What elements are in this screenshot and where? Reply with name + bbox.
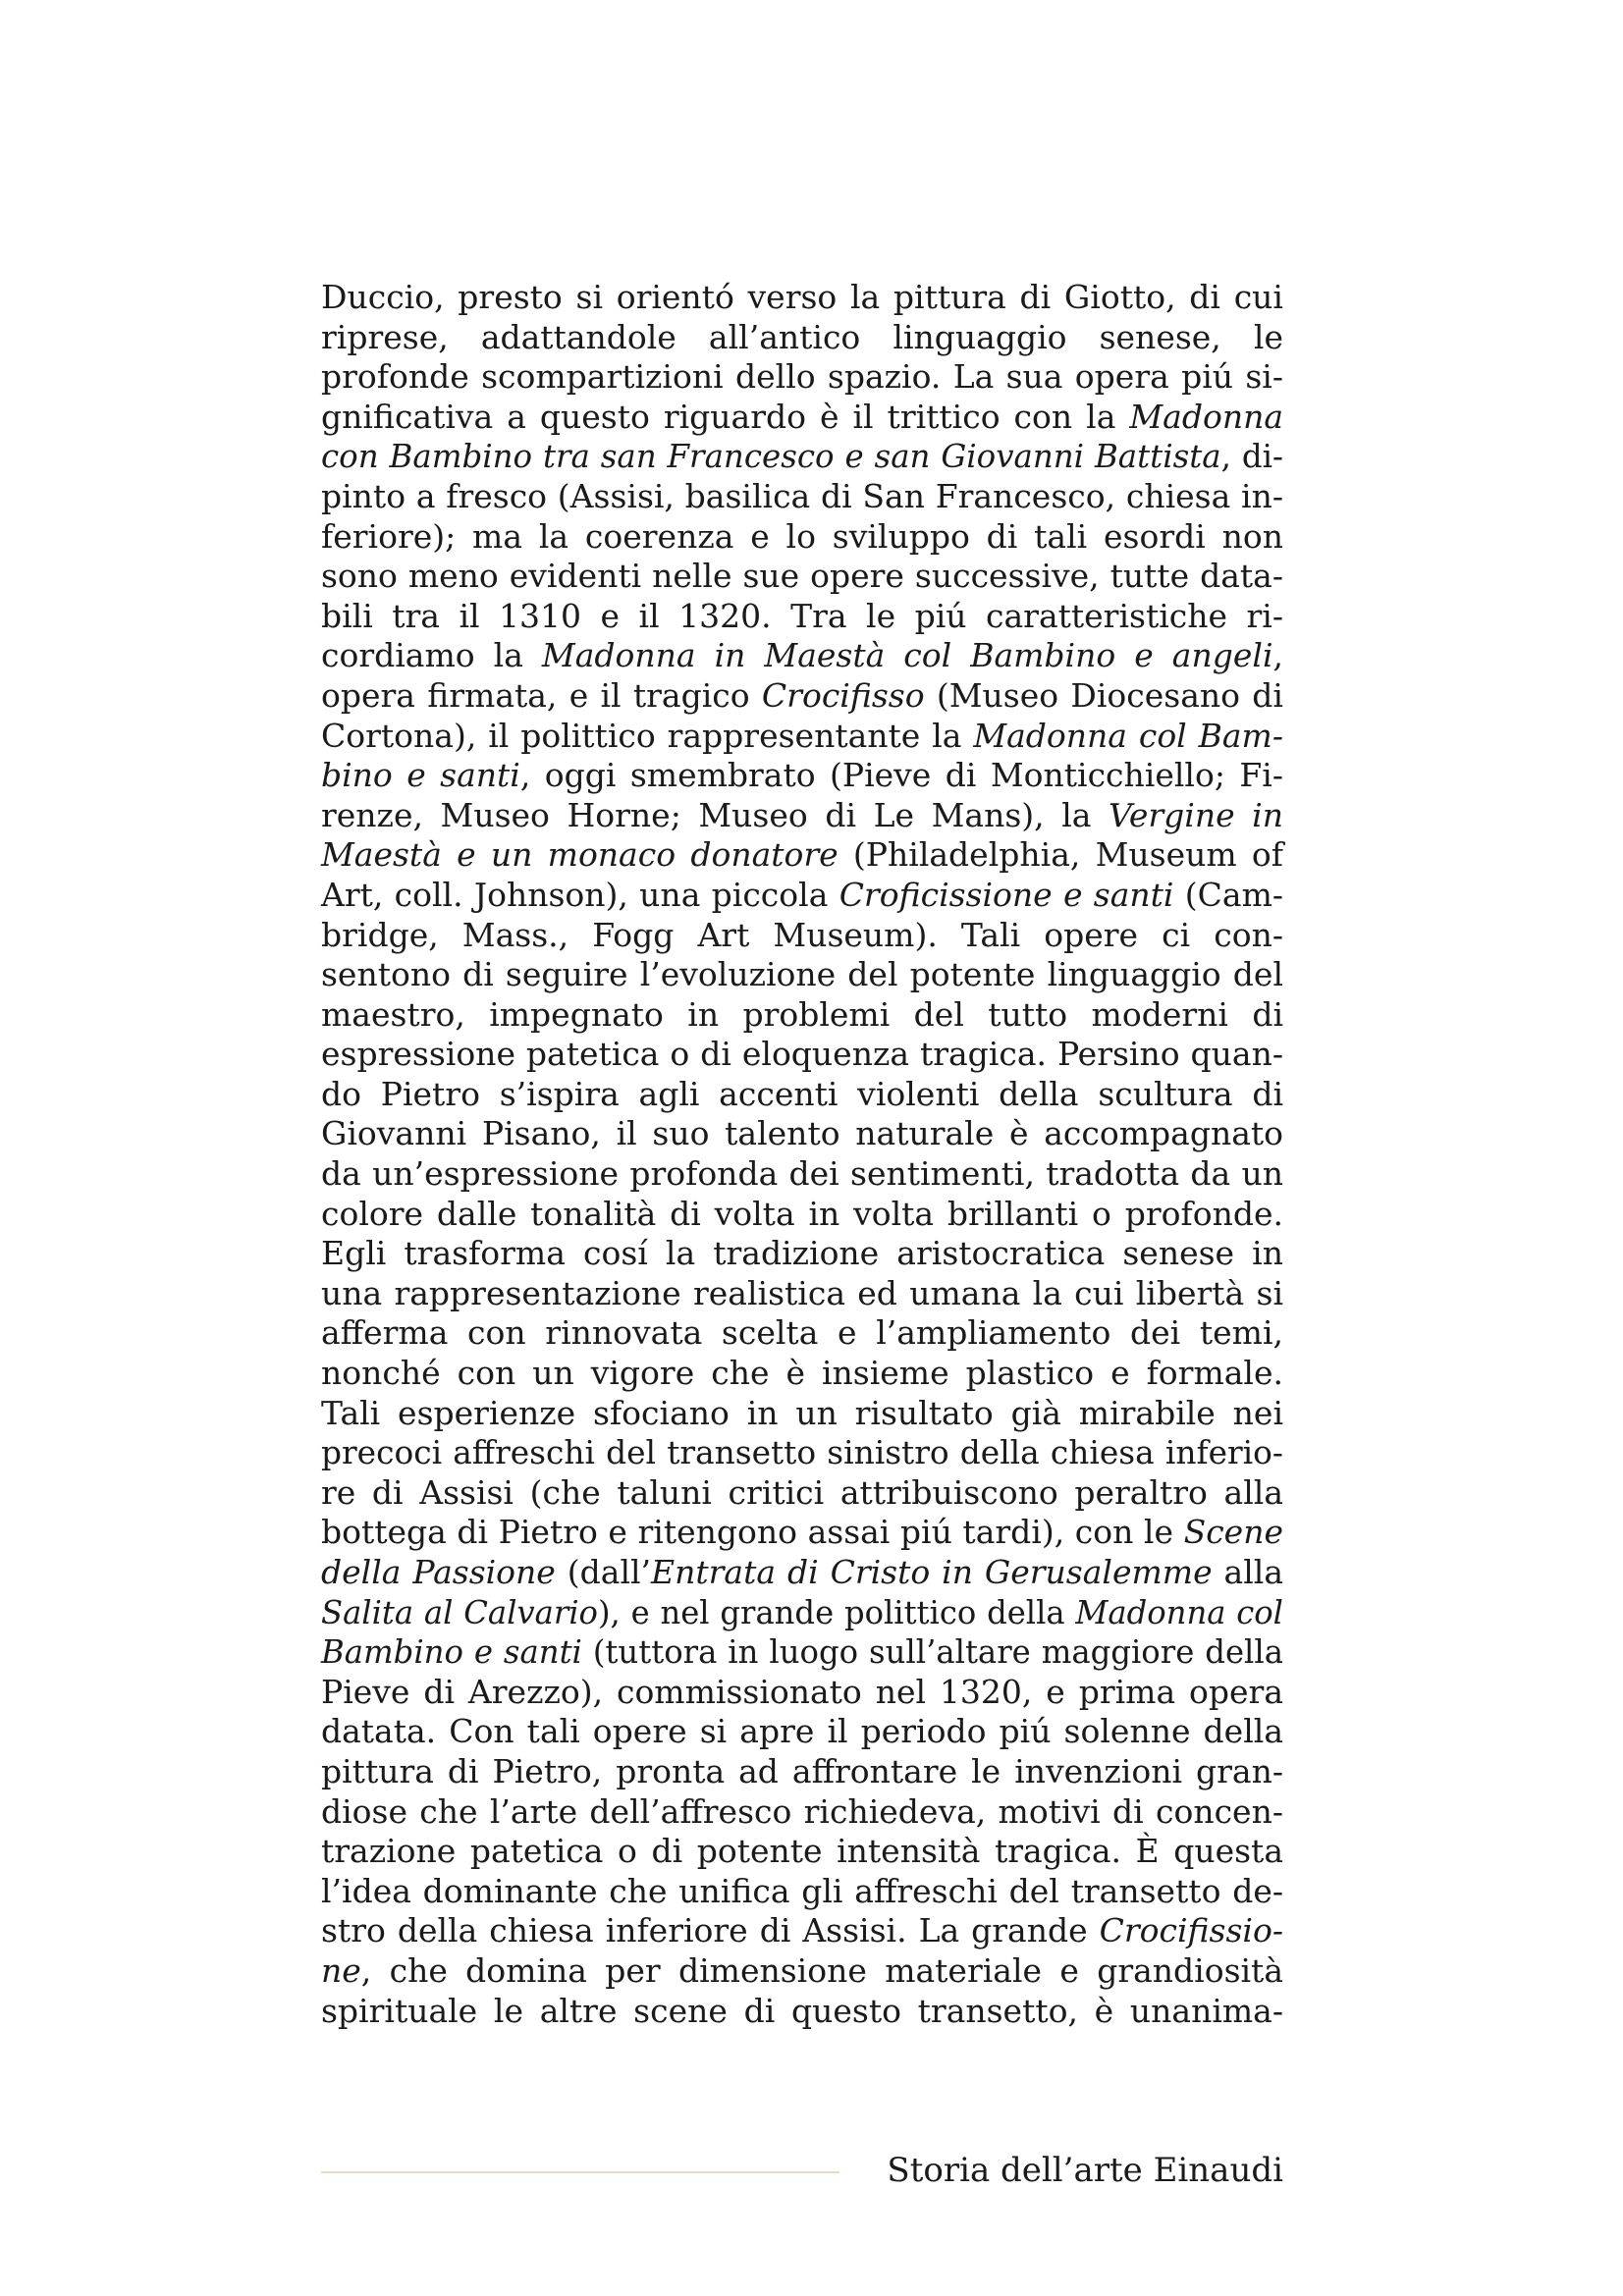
text-run: (Cam-	[1173, 875, 1284, 914]
text-run: ,	[1272, 636, 1283, 675]
text-run: alla	[1212, 1553, 1283, 1591]
italic-title-text: Crocifissio-	[1099, 1911, 1283, 1950]
text-line	[321, 1951, 1283, 1992]
text-line	[321, 1792, 1283, 1833]
text-run: bili tra il 1310 e il 1320. Tra le piú caratteristiche ri-	[321, 596, 1283, 635]
text-run: precoci affreschi del transetto sinistro della chiesa inferio-	[321, 1434, 1283, 1472]
text-line	[321, 1752, 1283, 1792]
text-line	[321, 278, 1283, 318]
footer	[321, 2146, 1283, 2195]
text-run: (dall’	[555, 1553, 652, 1591]
text-run: Pieve di Arezzo), commissionato nel 1320, e prima opera	[321, 1672, 1283, 1711]
text-run: opera firmata, e il tragico	[321, 675, 762, 715]
text-run: ), e nel grande polittico della	[597, 1593, 1076, 1631]
text-line	[321, 1313, 1283, 1354]
text-run: trazione patetica o di potente intensità tragica. È questa	[321, 1832, 1283, 1871]
text-line	[321, 835, 1283, 876]
footer-title: Storia dell’arte Einaudi	[887, 2151, 1283, 2190]
italic-title-text: Madonna col Bam-	[973, 716, 1283, 755]
text-line	[321, 876, 1283, 916]
text-line	[321, 955, 1283, 995]
text-run: pinto a fresco (Assisi, basilica di San Francesco, chiesa in-	[321, 476, 1283, 515]
text-line	[321, 1992, 1283, 2032]
text-line	[321, 1075, 1283, 1115]
text-line	[321, 676, 1283, 717]
text-line	[321, 1394, 1283, 1434]
text-line	[321, 318, 1283, 358]
text-run: da un’espressione profonda dei sentimenti, tradotta da un	[321, 1154, 1283, 1194]
text-line	[321, 357, 1283, 398]
text-run: pittura di Pietro, pronta ad affrontare le invenzioni gran-	[321, 1751, 1283, 1790]
text-run: profonde scompartizioni dello spazio. La sua opera piú si-	[321, 357, 1283, 397]
text-run: sentono di seguire l’evoluzione del potente linguaggio del	[321, 955, 1283, 994]
text-run: feriore); ma la coerenza e lo sviluppo di tali esordi non	[321, 516, 1283, 556]
italic-title-text: bino e santi	[321, 756, 520, 795]
text-run: renze, Museo Horne; Museo di Le Mans), la	[321, 795, 1109, 834]
text-run: afferma con rinnovata scelta e l’ampliamento dei temi,	[321, 1313, 1283, 1353]
text-run: stro della chiesa inferiore di Assisi. La grande	[321, 1911, 1100, 1950]
text-run: Egli trasforma cosí la tradizione aristocratica senese in	[321, 1234, 1283, 1273]
italic-title-text: della Passione	[321, 1553, 556, 1591]
italic-title-text: Crocifisso	[761, 675, 925, 715]
text-line	[321, 1712, 1283, 1752]
text-line	[321, 597, 1283, 637]
text-run: Tali esperienze sfociano in un risultato già mirabile nei	[321, 1393, 1283, 1432]
text-line	[321, 1513, 1283, 1553]
italic-title-text: Maestà e un monaco donatore	[321, 835, 839, 875]
italic-title-text: Madonna in Maestà col Bambino e angeli	[541, 636, 1273, 675]
text-run: Duccio, presto si orientó verso la pittura di Giotto, di cui	[321, 278, 1283, 316]
text-run: sono meno evidenti nelle sue opere successive, tutte data-	[321, 557, 1283, 596]
italic-title-text: Entrata di Cristo in Gerusalemme	[651, 1553, 1213, 1591]
text-run: (tuttora in luogo sull’altare maggiore della	[581, 1633, 1283, 1672]
text-line	[321, 398, 1283, 438]
text-line	[321, 517, 1283, 558]
text-line	[321, 1872, 1283, 1912]
text-run: cordiamo la	[321, 636, 542, 675]
text-run: maestro, impegnato in problemi del tutto moderni di	[321, 994, 1283, 1034]
text-run: re di Assisi (che taluni critici attribuiscono peraltro alla	[321, 1472, 1283, 1512]
body-text	[321, 278, 1283, 2031]
text-run: (Museo Diocesano di	[924, 675, 1283, 715]
text-line	[321, 796, 1283, 836]
text-run: nonché con un vigore che è insieme plastico e formale.	[321, 1354, 1283, 1393]
italic-title-text: Madonna col	[1075, 1593, 1283, 1631]
text-line	[321, 1473, 1283, 1514]
text-line	[321, 1673, 1283, 1713]
text-run: , che domina per dimensione materiale e grandiosità	[360, 1950, 1283, 1990]
text-line	[321, 1234, 1283, 1274]
text-run: Art, coll. Johnson), una piccola	[321, 875, 839, 914]
text-line	[321, 1632, 1283, 1673]
text-run: bridge, Mass., Fogg Art Museum). Tali opere ci con-	[321, 915, 1283, 954]
text-run: Cortona), il polittico rappresentante la	[321, 716, 974, 755]
text-line	[321, 995, 1283, 1036]
text-run: datata. Con tali opere si apre il periodo piú solenne della	[321, 1712, 1283, 1751]
text-run: spirituale le altre scene di questo transetto, è unanima-	[321, 1991, 1283, 2030]
text-line	[321, 1553, 1283, 1593]
text-run: Giovanni Pisano, il suo talento naturale è accompagnato	[321, 1114, 1283, 1153]
text-line	[321, 557, 1283, 597]
text-line	[321, 636, 1283, 676]
text-line	[321, 1035, 1283, 1075]
text-run: bottega di Pietro e ritengono assai piú tardi), con le	[321, 1513, 1184, 1552]
footer-rule	[321, 2171, 839, 2173]
text-line	[321, 1911, 1283, 1951]
text-run: colore dalle tonalità di volta in volta brillanti o profonde.	[321, 1194, 1283, 1233]
text-line	[321, 1354, 1283, 1394]
text-line	[321, 717, 1283, 757]
text-run: una rappresentazione realistica ed umana la cui libertà si	[321, 1273, 1283, 1312]
text-line	[321, 1832, 1283, 1872]
text-line	[321, 1274, 1283, 1314]
text-run: (Philadelphia, Museum of	[838, 835, 1283, 875]
italic-title-text: con Bambino tra san Francesco e san Giovanni Battista	[321, 438, 1221, 476]
text-run: do Pietro s’ispira agli accenti violenti della scultura di	[321, 1074, 1283, 1113]
italic-title-text: Salita al Calvario	[321, 1593, 598, 1631]
italic-title-text: Vergine in	[1109, 795, 1283, 834]
text-line	[321, 916, 1283, 956]
text-line	[321, 437, 1283, 477]
italic-title-text: Madonna	[1129, 397, 1283, 436]
text-run: , di-	[1220, 438, 1283, 476]
text-run: espressione patetica o di eloquenza tragica. Persino quan-	[321, 1035, 1283, 1074]
text-run: l’idea dominante che unifica gli affreschi del transetto de-	[321, 1871, 1283, 1910]
text-line	[321, 1433, 1283, 1473]
italic-title-text: Bambino e santi	[321, 1633, 582, 1672]
text-line	[321, 1195, 1283, 1235]
text-run: , oggi smembrato (Pieve di Monticchiello; Fi-	[519, 756, 1283, 795]
text-run: diose che l’arte dell’affresco richiedeva, motivi di concen-	[321, 1791, 1283, 1831]
italic-title-text: Scene	[1183, 1513, 1283, 1552]
text-line	[321, 756, 1283, 796]
italic-title-text: Croficissione e santi	[839, 875, 1174, 914]
text-run: riprese, adattandole all’antico linguaggio senese, le	[321, 317, 1283, 356]
text-line	[321, 1114, 1283, 1154]
text-run: gnificativa a questo riguardo è il trittico con la	[321, 397, 1130, 436]
italic-title-text: ne	[321, 1950, 361, 1990]
text-line	[321, 477, 1283, 517]
text-line	[321, 1593, 1283, 1633]
text-line	[321, 1154, 1283, 1195]
